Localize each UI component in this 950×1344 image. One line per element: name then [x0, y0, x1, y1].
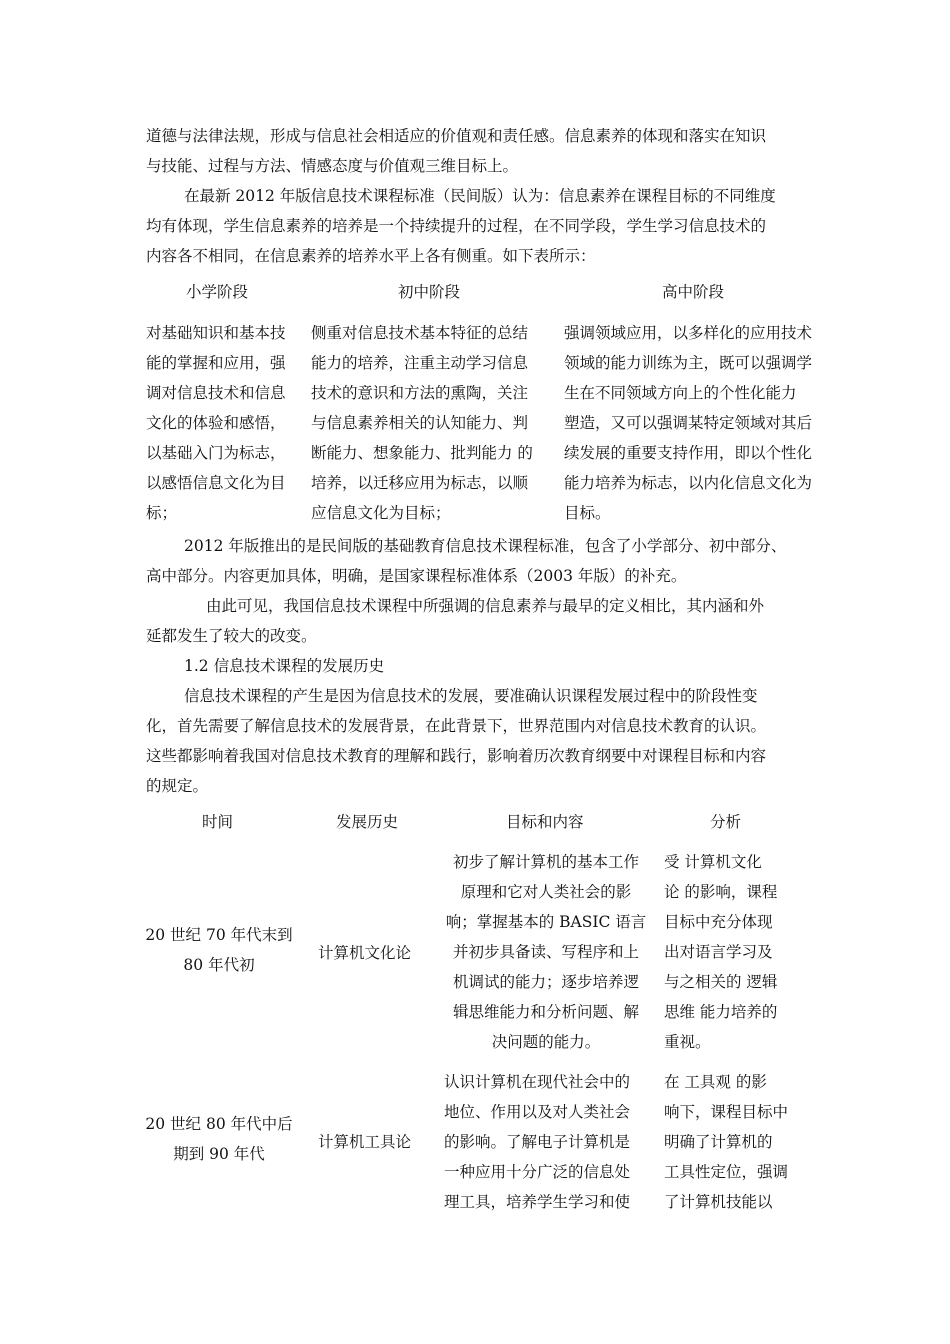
history-row2-time — [140, 1109, 298, 1169]
cell-line: 辑思维能力和分析问题、解 — [452, 1003, 639, 1021]
stage-primary-cell — [146, 318, 286, 528]
cell-line: 应信息文化为目标； — [311, 504, 451, 522]
paragraph-line: 在最新 2012 年版信息技术课程标准（民间版）认为：信息素养在课程目标的不同维度 — [184, 187, 776, 205]
cell-line: 目标。 — [564, 504, 611, 522]
paragraph-line: 化，首先需要了解信息技术的发展背景，在此背景下，世界范围内对信息技术教育的认识。 — [146, 717, 767, 735]
cell-line: 能的掌握和应用，强 — [146, 354, 286, 372]
cell-line: 侧重对信息技术基本特征的总结 — [311, 324, 529, 342]
cell-line: 与信息素养相关的认知能力、判 — [311, 414, 529, 432]
cell-line: 调对信息技术和信息 — [146, 384, 286, 402]
history-header-goals: 目标和内容 — [506, 813, 584, 831]
paragraph-line: 由此可见，我国信息技术课程中所强调的信息素养与最早的定义相比，其内涵和外 — [206, 597, 765, 615]
cell-line: 响下，课程目标中 — [664, 1103, 789, 1121]
history-row1-analysis — [664, 847, 777, 1057]
cell-line: 80 年代初 — [183, 956, 255, 974]
history-header-analysis: 分析 — [710, 813, 742, 831]
cell-line: 理工具，培养学生学习和使 — [444, 1193, 631, 1211]
cell-line: 塑造，又可以强调某特定领域对其后 — [564, 414, 813, 432]
cell-line: 机调试的能力；逐步培养逻 — [452, 973, 639, 991]
cell-line: 工具性定位，强调 — [664, 1163, 789, 1181]
cell-line: 响；掌握基本的 BASIC 语言 — [445, 913, 647, 931]
paragraph-line: 内容各不相同，在信息素养的培养水平上各有侧重。如下表所示： — [146, 247, 596, 265]
history-row2-analysis — [664, 1067, 788, 1217]
cell-line: 技术的意识和方法的熏陶，关注 — [311, 384, 529, 402]
cell-line: 能力的培养，注重主动学习信息 — [311, 354, 529, 372]
cell-line: 地位、作用以及对人类社会 — [444, 1103, 631, 1121]
cell-line: 初步了解计算机的基本工作 — [452, 853, 639, 871]
paragraph-line: 与技能、过程与方法、情感态度与价值观三维目标上。 — [146, 157, 519, 175]
cell-line: 领域的能力训练为主，既可以强调学 — [564, 354, 813, 372]
cell-line: 标； — [146, 504, 178, 522]
stage-header-high: 高中阶段 — [662, 283, 725, 301]
cell-line: 断能力、想象能力、批判能力 的 — [311, 444, 533, 462]
history-row1-goals — [438, 847, 654, 1057]
cell-line: 培养，以迁移应用为标志，以顺 — [311, 474, 529, 492]
cell-line: 续发展的重要支持作用，即以个性化 — [564, 444, 813, 462]
section-heading: 1.2 信息技术课程的发展历史 — [184, 657, 385, 675]
paragraph-line: 的规定。 — [146, 777, 209, 795]
paragraph-line: 2012 年版推出的是民间版的基础教育信息技术课程标准，包含了小学部分、初中部分、 — [184, 537, 787, 555]
paragraph-line: 道德与法律法规，形成与信息社会相适应的价值观和责任感。信息素养的体现和落实在知识 — [146, 127, 767, 145]
cell-line: 原理和它对人类社会的影 — [460, 883, 632, 901]
stage-high-cell — [564, 318, 812, 528]
cell-line: 以感悟信息文化为目 — [146, 474, 286, 492]
cell-line: 20 世纪 80 年代中后 — [145, 1115, 293, 1133]
cell-line: 并初步具备读、写程序和上 — [452, 943, 639, 961]
cell-line: 了计算机技能以 — [664, 1193, 773, 1211]
cell-line: 以基础入门为标志， — [146, 444, 286, 462]
cell-line: 目标中充分体现 — [664, 913, 773, 931]
cell-line: 对基础知识和基本技 — [146, 324, 286, 342]
cell-line: 一种应用十分广泛的信息处 — [444, 1163, 631, 1181]
cell-line: 重视。 — [664, 1033, 711, 1051]
stage-header-primary: 小学阶段 — [186, 283, 249, 301]
cell-line: 论 的影响，课程 — [664, 883, 778, 901]
cell-line: 期到 90 年代 — [173, 1145, 265, 1163]
cell-line: 能力培养为标志，以内化信息文化为 — [564, 474, 813, 492]
history-row2-goals — [444, 1067, 630, 1217]
paragraph-line: 高中部分。内容更加具体，明确，是国家课程标准体系（2003 年版）的补充。 — [146, 567, 687, 585]
cell-line: 强调领域应用，以多样化的应用技术 — [564, 324, 813, 342]
cell-line: 出对语言学习及 — [664, 943, 773, 961]
stage-header-middle: 初中阶段 — [398, 283, 461, 301]
paragraph-line: 延都发生了较大的改变。 — [146, 627, 317, 645]
history-header-time: 时间 — [202, 813, 234, 831]
cell-line: 受 计算机文化 — [664, 853, 762, 871]
history-row2-history: 计算机工具论 — [318, 1133, 412, 1151]
cell-line: 认识计算机在现代社会中的 — [444, 1073, 631, 1091]
stage-middle-cell — [311, 318, 533, 528]
cell-line: 思维 能力培养的 — [664, 1003, 778, 1021]
cell-line: 在 工具观 的影 — [664, 1073, 767, 1091]
cell-line: 的影响。了解电子计算机是 — [444, 1133, 631, 1151]
paragraph-line: 均有体现，学生信息素养的培养是一个持续提升的过程，在不同学段，学生学习信息技术的 — [146, 217, 767, 235]
history-row1-time — [140, 920, 298, 980]
paragraph-line: 信息技术课程的产生是因为信息技术的发展，要准确认识课程发展过程中的阶段性变 — [184, 687, 758, 705]
paragraph-line: 这些都影响着我国对信息技术教育的理解和践行，影响着历次教育纲要中对课程目标和内容 — [146, 747, 767, 765]
history-header-history: 发展历史 — [336, 813, 399, 831]
cell-line: 决问题的能力。 — [491, 1033, 601, 1051]
history-row1-history: 计算机文化论 — [318, 944, 412, 962]
cell-line: 与之相关的 逻辑 — [664, 973, 778, 991]
cell-line: 明确了计算机的 — [664, 1133, 773, 1151]
cell-line: 生在不同领域方向上的个性化能力 — [564, 384, 797, 402]
cell-line: 文化的体验和感悟， — [146, 414, 286, 432]
cell-line: 20 世纪 70 年代末到 — [145, 926, 293, 944]
